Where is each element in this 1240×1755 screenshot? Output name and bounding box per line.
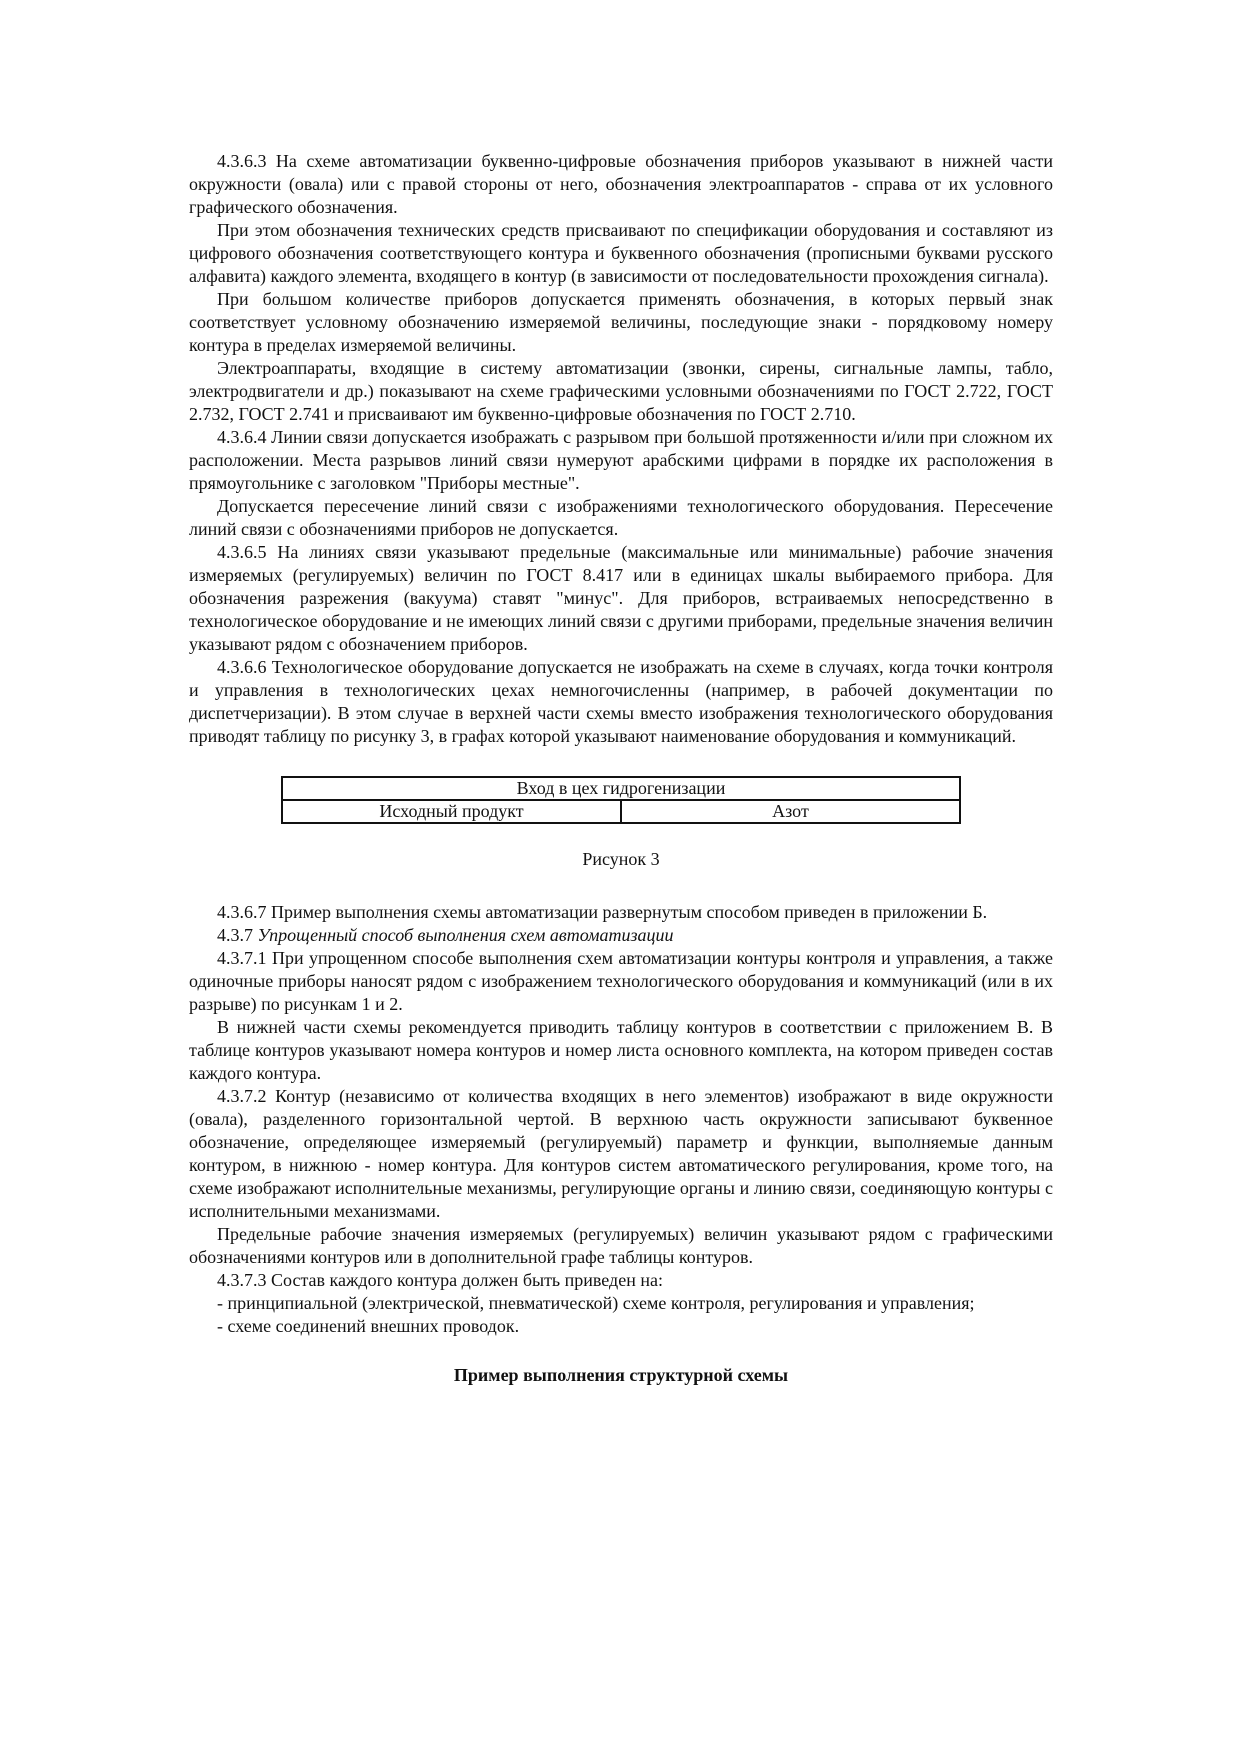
section-number: 4.3.7 [217, 925, 258, 945]
paragraph-contour-table: В нижней части схемы рекомендуется приводить таблицу контуров в соответствии с приложением В. В таблице контуров указывают номера контуров и номер листа основного комплекта, на котором приведен состав каждого контура. [189, 1017, 1053, 1083]
figure-table-cell-nitrogen: Азот [621, 800, 960, 823]
paragraph-4-3-7-1: 4.3.7.1 При упрощенном способе выполнения схем автоматизации контуры контроля и управления, а также одиночные приборы наносят рядом с изображением технологического оборудования и коммуникаций (или в их разрыве) по рисункам 1 и 2. [189, 948, 1053, 1014]
paragraph-4-3-7-3: 4.3.7.3 Состав каждого контура должен быть приведен на: [217, 1270, 663, 1290]
list-item-principal-scheme: - принципиальной (электрической, пневматической) схеме контроля, регулирования и управления; [217, 1293, 975, 1313]
paragraph-4-3-6-5: 4.3.6.5 На линиях связи указывают предельные (максимальные или минимальные) рабочие значения измеряемых (регулируемых) величин по ГОСТ 8.417 или в единицах шкалы выбираемого прибора. Для обозначения разрежения (вакуума) ставят "минус". Для приборов, встраиваемых непосредственно в технологическое оборудование и не имеющих линий связи с другими приборами, предельные значения величин указывают рядом с обозначением приборов. [189, 542, 1053, 654]
paragraph-4-3-6-7: 4.3.6.7 Пример выполнения схемы автоматизации развернутым способом приведен в приложении Б. [217, 902, 988, 922]
figure-table-header: Вход в цех гидрогенизации [282, 777, 960, 800]
paragraph-designation-assignment: При этом обозначения технических средств присваивают по спецификации оборудования и составляют из цифрового обозначения соответствующего контура и буквенного обозначения (прописными буквами русского алфавита) каждого элемента, входящего в контур (в зависимости от последовательности прохождения сигнала). [189, 220, 1053, 286]
paragraph-4-3-6-6: 4.3.6.6 Технологическое оборудование допускается не изображать на схеме в случаях, когда точки контроля и управления в технологических цехах немногочисленны (например, в рабочей документации по диспетчеризации). В этом случае в верхней части схемы вместо изображения технологического оборудования приводят таблицу по рисунку 3, в графах которой указывают наименование оборудования и коммуникаций. [189, 657, 1053, 746]
paragraph-many-instruments: При большом количестве приборов допускается применять обозначения, в которых первый знак соответствует условному обозначению измеряемой величины, последующие знаки - порядковому номеру контура в пределах измеряемой величины. [189, 289, 1053, 355]
paragraph-4-3-6-4: 4.3.6.4 Линии связи допускается изображать с разрывом при большой протяженности и/или при сложном их расположении. Места разрывов линий связи нумеруют арабскими цифрами в порядке их расположения в прямоугольнике с заголовком "Приборы местные". [189, 427, 1053, 493]
paragraph-limit-values: Предельные рабочие значения измеряемых (регулируемых) величин указывают рядом с графическими обозначениями контуров или в дополнительной графе таблицы контуров. [189, 1224, 1053, 1267]
figure-3-table [281, 776, 961, 824]
figure-caption: Рисунок 3 [582, 849, 660, 869]
paragraph-electrical-devices: Электроаппараты, входящие в систему автоматизации (звонки, сирены, сигнальные лампы, табло, электродвигатели и др.) показывают на схеме графическими условными обозначениями по ГОСТ 2.722, ГОСТ 2.732, ГОСТ 2.741 и присваивают им буквенно-цифровые обозначения по ГОСТ 2.710. [189, 358, 1053, 424]
section-title-italic: Упрощенный способ выполнения схем автоматизации [257, 925, 674, 945]
paragraph-4-3-7-2: 4.3.7.2 Контур (независимо от количества входящих в него элементов) изображают в виде окружности (овала), разделенного горизонтальной чертой. В верхнюю часть окружности записывают буквенное обозначение, определяющее измеряемый (регулируемый) параметр и функции, выполняемые данным контуром, в нижнюю - номер контура. Для контуров систем автоматического регулирования, кроме того, на схеме изображают исполнительные механизмы, регулирующие органы и линию связи, соединяющую контуры с исполнительными механизмами. [189, 1086, 1053, 1221]
section-4-3-7-title [189, 924, 1053, 947]
document-page [189, 150, 1053, 1387]
paragraph-line-intersection: Допускается пересечение линий связи с изображениями технологического оборудования. Пересечение линий связи с обозначениями приборов не допускается. [189, 496, 1053, 539]
list-item-connection-scheme: - схеме соединений внешних проводок. [217, 1316, 520, 1336]
paragraph-4-3-6-3: 4.3.6.3 На схеме автоматизации буквенно-цифровые обозначения приборов указывают в нижней части окружности (овала) или с правой стороны от него, обозначения электроаппаратов - справа от их условного графического обозначения. [189, 151, 1053, 217]
figure-table-cell-source-product: Исходный продукт [282, 800, 621, 823]
section-heading: Пример выполнения структурной схемы [453, 1365, 789, 1385]
